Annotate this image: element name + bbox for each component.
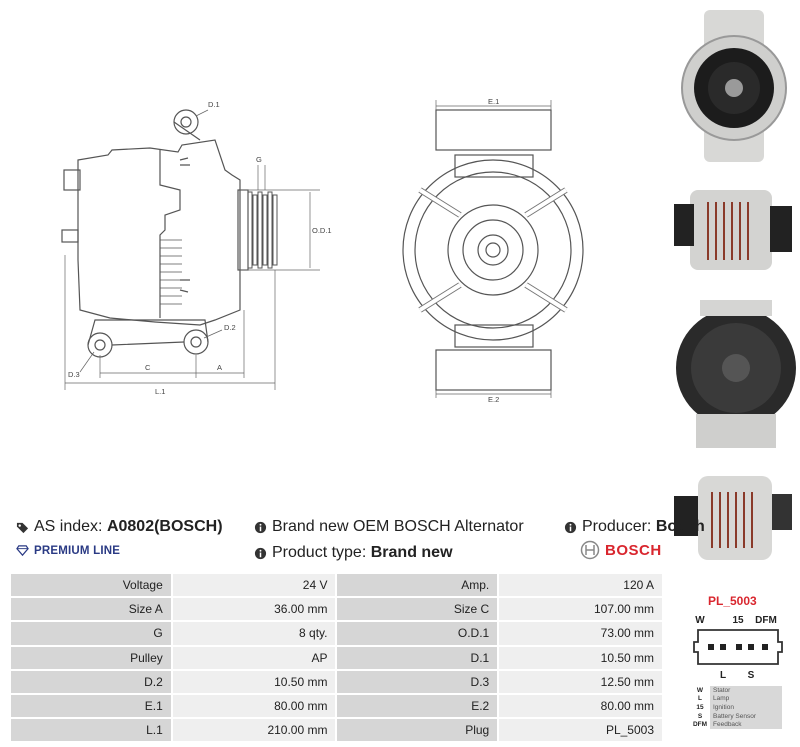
premium-line-label: PREMIUM LINE xyxy=(34,544,121,557)
product-type-value: Brand new xyxy=(370,544,453,561)
legend-key: 15 xyxy=(696,703,704,711)
table-row xyxy=(10,718,663,742)
legend-value: Feedback xyxy=(710,720,782,729)
description xyxy=(254,518,524,536)
label-c: C xyxy=(145,363,151,372)
label-e2: E.2 xyxy=(488,395,500,404)
pin-label-15: 15 xyxy=(732,615,744,626)
spec-label: O.D.1 xyxy=(336,621,498,645)
label-od1: O.D.1 xyxy=(312,226,332,235)
spec-label: Size A xyxy=(10,597,172,621)
spec-value: 73.00 mm xyxy=(498,621,663,645)
spec-value: AP xyxy=(172,646,337,670)
pin-label-dfm: DFM xyxy=(755,615,777,626)
product-type xyxy=(254,544,453,562)
spec-value: 12.50 mm xyxy=(498,670,663,694)
producer xyxy=(564,518,705,536)
spec-label: Pulley xyxy=(10,646,172,670)
pin-label-l: L xyxy=(719,670,727,681)
legend-key: L xyxy=(698,695,702,703)
spec-value: PL_5003 xyxy=(498,718,663,742)
label-g: G xyxy=(256,155,262,164)
product-photo-front xyxy=(670,6,800,166)
spec-label: E.1 xyxy=(10,694,172,718)
plug-diagram xyxy=(686,610,790,684)
legend-key: DFM xyxy=(692,721,708,729)
info-icon xyxy=(564,521,577,534)
producer-label: Producer: xyxy=(582,518,652,535)
spec-label: G xyxy=(10,621,172,645)
as-index xyxy=(16,518,223,536)
label-l1: L.1 xyxy=(155,387,166,396)
spec-label: Plug xyxy=(336,718,498,742)
legend-row xyxy=(690,720,782,729)
legend-value: Lamp xyxy=(710,695,782,704)
spec-value: 210.00 mm xyxy=(172,718,337,742)
spec-value: 80.00 mm xyxy=(172,694,337,718)
product-photo-side xyxy=(670,172,800,292)
as-index-label: AS index: xyxy=(34,518,103,535)
info-icon xyxy=(254,547,267,560)
table-row xyxy=(10,597,663,621)
producer-value: Bosch xyxy=(655,518,705,535)
plug-title: PL_5003 xyxy=(708,594,757,608)
legend-row xyxy=(690,703,782,712)
legend-key: W xyxy=(696,686,704,694)
spec-label: Amp. xyxy=(336,573,498,597)
table-row xyxy=(10,646,663,670)
legend-row xyxy=(690,712,782,721)
label-d3: D.3 xyxy=(68,370,80,379)
tag-icon xyxy=(16,521,29,534)
spec-value: 8 qty. xyxy=(172,621,337,645)
table-row xyxy=(10,694,663,718)
product-photo-rear xyxy=(670,296,800,452)
spec-label: E.2 xyxy=(336,694,498,718)
table-row xyxy=(10,621,663,645)
legend-key: S xyxy=(697,712,703,720)
spec-label: D.1 xyxy=(336,646,498,670)
premium-line-badge xyxy=(16,544,120,557)
plug-legend xyxy=(690,686,782,729)
spec-label: D.3 xyxy=(336,670,498,694)
spec-value: 24 V xyxy=(172,573,337,597)
legend-row xyxy=(690,695,782,704)
spec-value: 10.50 mm xyxy=(498,646,663,670)
legend-value: Battery Sensor xyxy=(710,712,782,721)
legend-row xyxy=(690,686,782,695)
spec-value: 80.00 mm xyxy=(498,694,663,718)
spec-label: L.1 xyxy=(10,718,172,742)
bosch-armature-icon xyxy=(580,540,600,560)
spec-label: Size C xyxy=(336,597,498,621)
as-index-value: A0802(BOSCH) xyxy=(106,518,223,535)
info-icon xyxy=(254,521,267,534)
bosch-logo xyxy=(580,540,662,560)
table-row xyxy=(10,670,663,694)
label-e1: E.1 xyxy=(488,97,500,106)
product-type-label: Product type: xyxy=(272,544,367,561)
spec-value: 107.00 mm xyxy=(498,597,663,621)
diamond-icon xyxy=(16,544,29,557)
label-d2: D.2 xyxy=(224,323,236,332)
pin-label-s: S xyxy=(747,670,755,681)
label-a: A xyxy=(217,363,223,372)
specs-table xyxy=(9,572,664,743)
spec-label: Voltage xyxy=(10,573,172,597)
pin-label-w: W xyxy=(695,615,705,626)
table-row xyxy=(10,573,663,597)
spec-label: D.2 xyxy=(10,670,172,694)
spec-value: 120 A xyxy=(498,573,663,597)
plug-pins xyxy=(708,644,768,650)
label-d1: D.1 xyxy=(208,100,220,109)
spec-value: 10.50 mm xyxy=(172,670,337,694)
legend-value: Ignition xyxy=(710,703,782,712)
bosch-logo-text: BOSCH xyxy=(605,541,662,559)
legend-value: Stator xyxy=(710,686,782,695)
description-text: Brand new OEM BOSCH Alternator xyxy=(272,518,524,535)
spec-value: 36.00 mm xyxy=(172,597,337,621)
